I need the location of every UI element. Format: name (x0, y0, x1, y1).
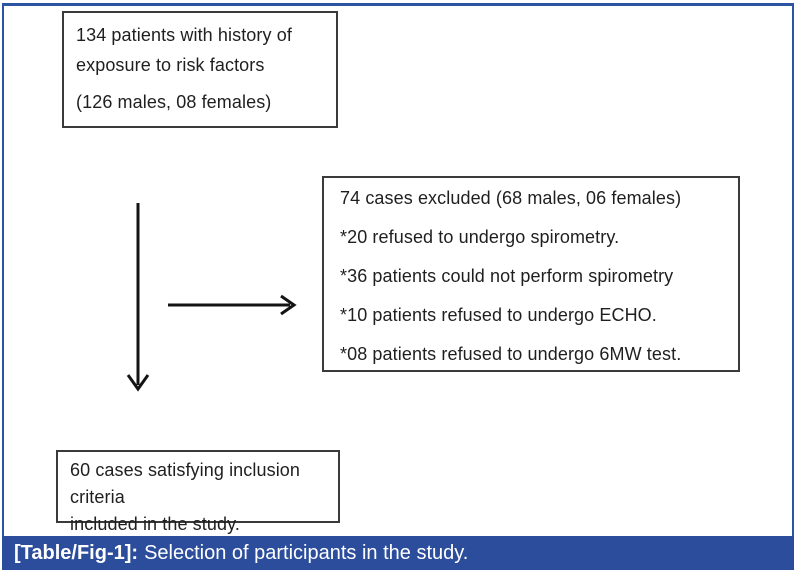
patients-box (62, 11, 338, 128)
excluded-box-line-5: *08 patients refused to undergo 6MW test. (340, 344, 682, 364)
excluded-box (322, 176, 740, 372)
included-box-line-1: 60 cases satisfying inclusion criteria (70, 460, 301, 507)
excluded-box-line-3: *36 patients could not perform spirometry (340, 266, 674, 286)
excluded-box-line-4: *10 patients refused to undergo ECHO. (340, 305, 657, 325)
included-box-line-2: included in the study. (70, 514, 240, 534)
caption-label: [Table/Fig-1]: (14, 542, 139, 564)
included-box (56, 450, 340, 534)
caption-bar (2, 536, 794, 570)
caption-text: Selection of participants in the study. (144, 542, 469, 564)
patients-box-line-1: 134 patients with history of (76, 25, 292, 45)
patients-box-line-2: exposure to risk factors (76, 55, 265, 75)
excluded-box-line-2: *20 refused to undergo spirometry. (340, 227, 620, 247)
patients-box-line-3: (126 males, 08 females) (76, 92, 272, 112)
excluded-box-line-1: 74 cases excluded (68 males, 06 females) (340, 188, 682, 208)
